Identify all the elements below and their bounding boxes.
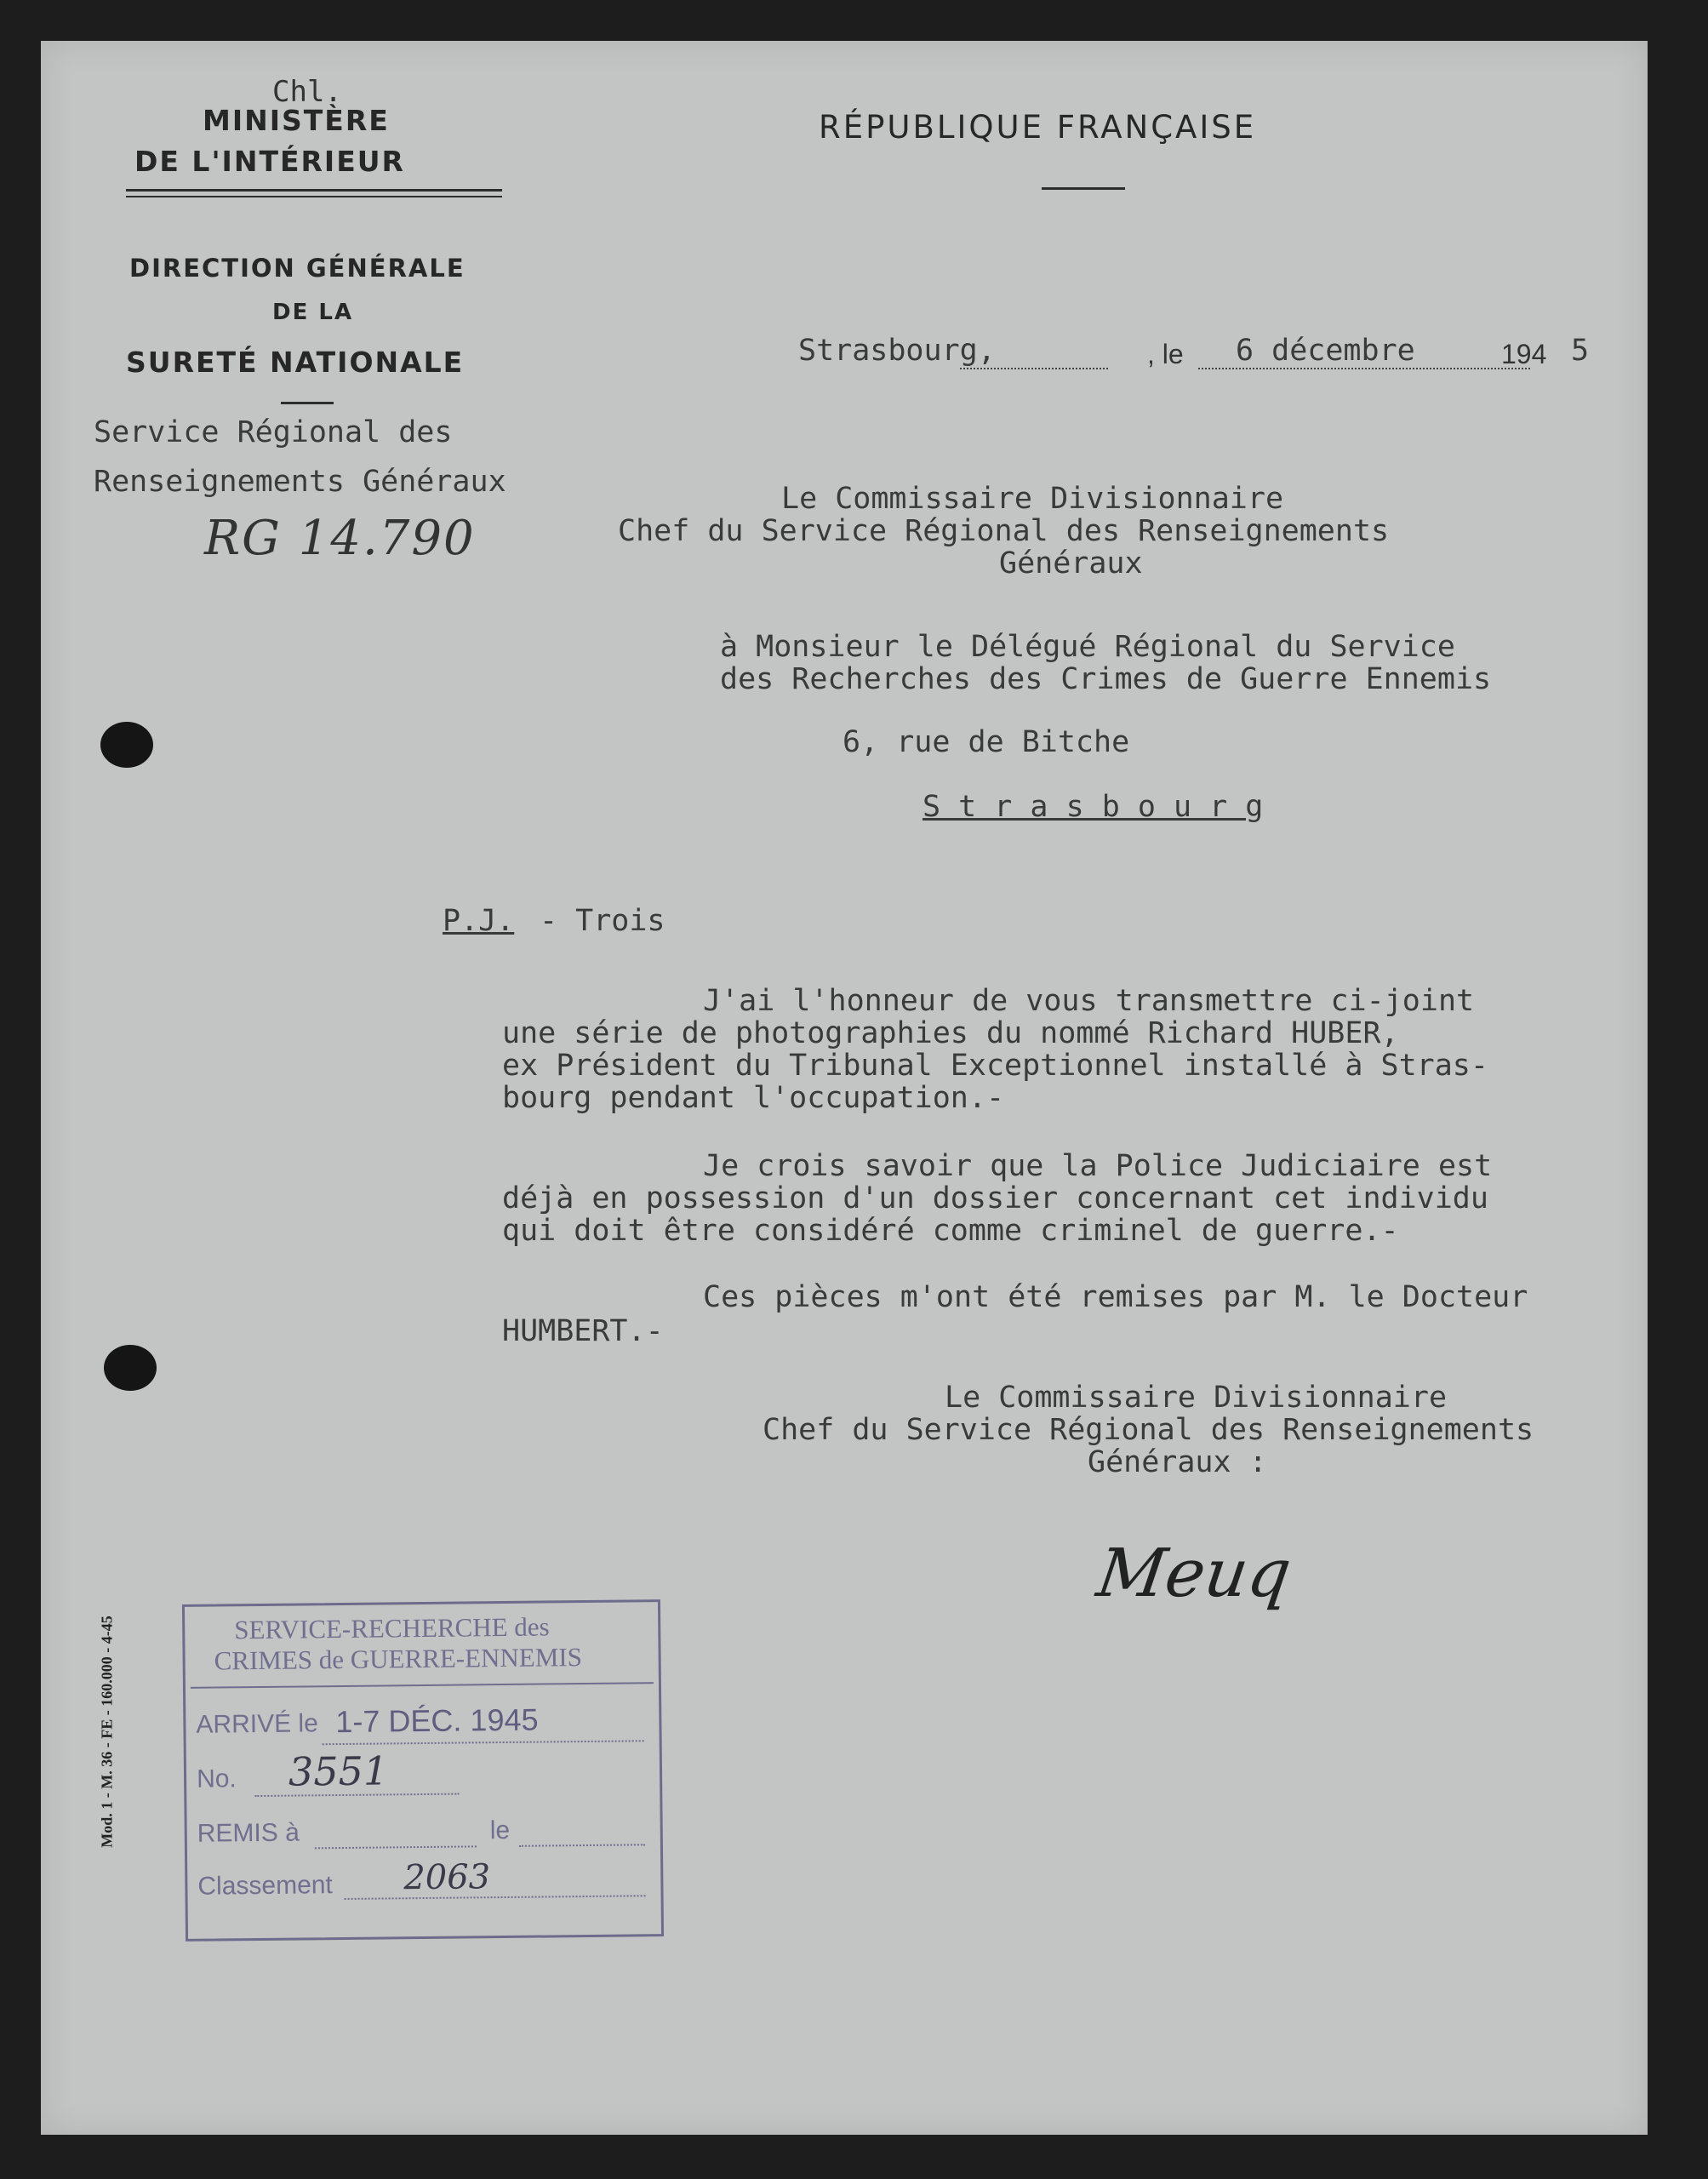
body-p2-line2: déjà en possession d'un dossier concernant cet individu <box>502 1181 1488 1215</box>
stamp-arrive-value: 1-7 DÉC. 1945 <box>335 1701 539 1740</box>
recipient-address: 6, rue de Bitche <box>843 725 1130 759</box>
stamp-classement-label: Classement <box>197 1871 333 1901</box>
body-p2-line1: Je crois savoir que la Police Judiciaire est <box>703 1149 1493 1183</box>
body-p3-line1: Ces pièces m'ont été remises par M. le Docteur <box>703 1280 1528 1314</box>
stamp-title-line2: CRIMES de GUERRE-ENNEMIS <box>214 1642 583 1676</box>
letter-page <box>41 41 1648 2135</box>
sender-line2: Chef du Service Régional des Renseignements <box>618 514 1390 548</box>
date-value: 6 décembre <box>1236 334 1415 368</box>
stamp-no-value: 3551 <box>288 1747 389 1795</box>
recipient-line1: à Monsieur le Délégué Régional du Service <box>720 630 1455 664</box>
ministry-line1: MINISTÈRE <box>203 104 390 137</box>
direction-line1: DIRECTION GÉNÉRALE <box>129 254 466 283</box>
date-year-digit: 5 <box>1571 334 1590 368</box>
body-p1-line4: bourg pendant l'occupation.- <box>502 1081 1005 1115</box>
stamp-arrive-label: ARRIVÉ le <box>196 1709 318 1739</box>
ministry-line2: DE L'INTÉRIEUR <box>134 145 405 178</box>
stamp-remis-label: REMIS à <box>197 1818 300 1848</box>
signature-line3: Généraux : <box>1088 1445 1267 1479</box>
body-p3-line2: HUMBERT.- <box>502 1314 664 1348</box>
stamp-divider <box>191 1682 654 1689</box>
direction-line3: SURETÉ NATIONALE <box>126 346 465 379</box>
enclosure-text: - Trois <box>540 904 665 938</box>
stamp-le-label: le <box>489 1816 511 1845</box>
date-le: , le <box>1147 339 1184 369</box>
reception-stamp <box>182 1599 664 1942</box>
body-p1-line1: J'ai l'honneur de vous transmettre ci-joint <box>703 984 1475 1018</box>
stamp-no-label: No. <box>196 1764 237 1793</box>
handwritten-signature: Meuq <box>1092 1536 1296 1612</box>
recipient-line2: des Recherches des Crimes de Guerre Ennemis <box>720 662 1492 696</box>
punch-hole-top <box>100 722 153 768</box>
body-p1-line3: ex Président du Tribunal Exceptionnel installé à Stras- <box>502 1049 1488 1083</box>
ministry-rule-2 <box>126 196 502 197</box>
sender-line3: Généraux <box>999 546 1143 580</box>
republic-rule <box>1042 187 1125 190</box>
stamp-title-line1: SERVICE-RECHERCHE des <box>234 1611 550 1645</box>
direction-line2: DE LA <box>272 300 354 325</box>
enclosure-label: P.J. <box>443 904 515 938</box>
stamp-arrive-line <box>323 1740 644 1745</box>
body-p2-line3: qui doit être considéré comme criminel de guerre.- <box>502 1214 1399 1248</box>
reference-number: RG 14.790 <box>204 511 476 566</box>
date-dotline-2 <box>1198 368 1530 369</box>
stamp-remis-line <box>315 1845 477 1849</box>
stamp-no-line <box>254 1793 459 1798</box>
ministry-rule-1 <box>126 189 502 192</box>
date-year-prefix: 194 <box>1501 339 1547 369</box>
body-p1-line2: une série de photographies du nommé Richard HUBER, <box>502 1016 1399 1050</box>
signature-line1: Le Commissaire Divisionnaire <box>945 1381 1448 1415</box>
date-city: Strasbourg, <box>798 334 996 368</box>
republic-title: RÉPUBLIQUE FRANÇAISE <box>819 109 1257 146</box>
signature-line2: Chef du Service Régional des Renseignements <box>763 1413 1534 1447</box>
form-code: Mod. 1 - M. 36 - FE - 160.000 - 4-45 <box>98 1616 116 1848</box>
direction-rule <box>281 402 334 404</box>
sender-line1: Le Commissaire Divisionnaire <box>781 482 1284 516</box>
service-line1: Service Régional des <box>94 415 453 449</box>
stamp-classement-value: 2063 <box>403 1857 491 1898</box>
annotation-chl: Chl. <box>272 75 342 109</box>
stamp-le-line <box>519 1844 645 1847</box>
service-line2: Renseignements Généraux <box>94 465 506 499</box>
punch-hole-bottom <box>104 1345 157 1391</box>
date-dotline-1 <box>960 368 1108 369</box>
stamp-classement-line <box>345 1895 646 1900</box>
recipient-city: S t r a s b o u r g <box>923 790 1264 824</box>
